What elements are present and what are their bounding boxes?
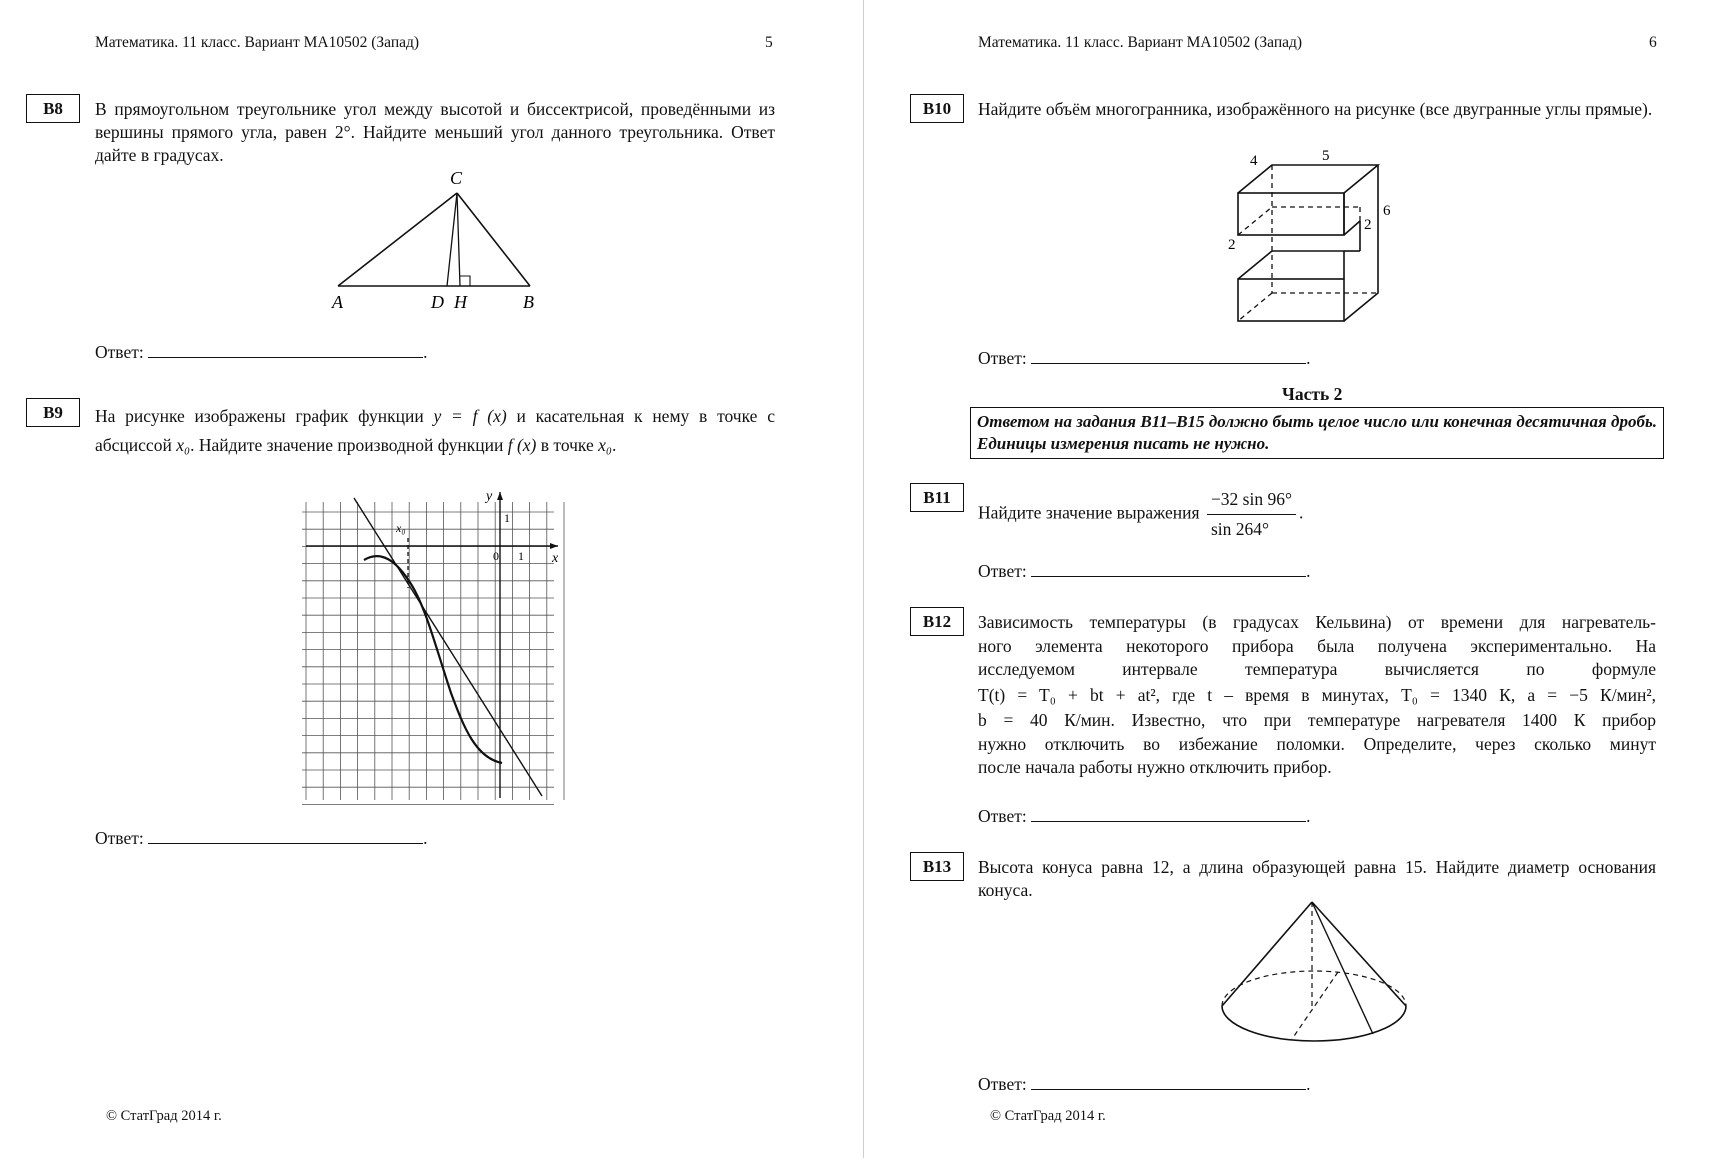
answer-line[interactable] [1031,806,1306,822]
part2-note: Ответом на задания B11–B15 должно быть целое число или конечная десятичная дробь. Единицы измерения писать не нужно. [970,407,1664,459]
b9-text-part: . Найдите значение производной функции [190,435,504,455]
answer-line[interactable] [148,828,423,844]
answer-label: Ответ: [978,561,1027,581]
point-b-label: B [523,292,534,312]
hidden-diagonal-edge [1238,293,1272,321]
answer-b10: Ответ: . [978,348,1311,368]
cone-base-front [1222,1006,1406,1041]
b9-text-part: На рисунке изображены график функции [95,406,424,426]
dim-top-label: 5 [1322,148,1330,164]
point-d-label: D [431,292,444,312]
task-label-b12: B12 [910,607,964,636]
task-text-b10: Найдите объём многогранника, изображённого на рисунке (все двугранные углы прямые). [978,99,1653,119]
b12-line: ного элемента некоторого прибора была получена экспериментально. На [978,635,1656,656]
x-unit-label: 1 [518,549,524,563]
task-text-b8: В прямоугольном треугольнике угол между высотой и биссектрисой, проведёнными из вершины прямого угла, равен 2°. Найдите меньший угол данного треугольника. Ответ дайте в градусах. [95,99,775,165]
part2-title: Часть 2 [1282,384,1343,404]
answer-label: Ответ: [978,348,1027,368]
b9-text-part: . [612,435,617,455]
b9-text-part: и касательная к нему в точке с абсциссой [95,406,775,455]
answer-b9: Ответ: . [95,828,428,848]
answer-b12: Ответ: . [978,806,1311,826]
fraction-denominator: sin 264° [1210,519,1269,539]
x-axis-arrow [550,543,558,549]
b11-fraction [1207,488,1296,541]
cone-diameter [1292,972,1338,1039]
task-text-b13: Высота конуса равна 12, а длина образующей равна 15. Найдите диаметр основания конуса. [978,857,1656,900]
answer-line[interactable] [1031,561,1306,577]
answer-label: Ответ: [95,828,144,848]
tangent-line [354,498,542,796]
task-label-b9: B9 [26,398,80,427]
altitude-ch [457,193,460,286]
b11-end: . [1298,502,1304,523]
bottom-block-front [1238,279,1344,321]
triangle-side-cb [457,193,530,286]
dim-inner-right-label: 2 [1364,217,1372,233]
hidden-inner-diagonal [1238,207,1272,235]
answer-b8: Ответ: . [95,342,428,362]
b12-line: нужно отключить во избежание поломки. Определите, через сколько минут [978,733,1656,754]
x0-label: x₀ [396,521,406,535]
function-graph [296,488,566,804]
point-a-label: A [332,292,343,312]
answer-line[interactable] [1031,348,1306,364]
b12-line: после начала работы нужно отключить прибор. [978,757,1332,777]
cone-generatrix-right [1312,902,1406,1006]
polyhedron-figure [1228,148,1391,330]
graph-grid [302,502,564,804]
fraction-numerator: −32 sin 96° [1207,488,1296,515]
symbol-x0: x₀ [176,435,191,455]
dim-right-label: 6 [1383,203,1391,219]
y-unit-label: 1 [504,511,510,525]
page-footer: © СтатГрад 2014 г. [990,1108,1106,1124]
page-header: Математика. 11 класс. Вариант МА10502 (Запад) [95,34,420,51]
point-c-label: C [450,168,463,188]
dim-left-top-label: 4 [1250,153,1258,169]
x-axis-label: x [552,551,559,566]
page-right [866,0,1710,1158]
answer-label: Ответ: [978,1074,1027,1094]
page-footer: © СтатГрад 2014 г. [106,1108,222,1124]
task-label-b8: B8 [26,94,80,123]
origin-label: 0 [493,549,499,563]
triangle-figure [320,160,560,320]
b9-text-part: в точке [540,435,594,455]
y-axis-arrow [497,492,503,500]
task-label-b11: B11 [910,483,964,512]
cone-figure [1208,898,1408,1058]
b12-line: T(t) = T₀ + bt + at², где t – время в минутах, T₀ = 1340 К, a = −5 К/мин², [978,684,1656,705]
top-face [1238,165,1378,193]
answer-label: Ответ: [95,342,144,362]
task-label-b10: B10 [910,94,964,123]
answer-label: Ответ: [978,806,1027,826]
bottom-top-edge-left [1238,251,1272,279]
task-text-b11 [978,488,1656,541]
answer-b13: Ответ: . [978,1074,1311,1094]
formula-y-fx: y = f (x) [433,406,507,426]
b12-line: исследуемом интервале температура вычисляется по формуле [978,659,1656,679]
page-number: 5 [765,34,773,51]
top-block-front [1238,193,1344,235]
b12-line: b = 40 К/мин. Известно, что при температуре нагревателя 1400 К прибор [978,710,1656,730]
cone-generatrix-front [1312,902,1373,1034]
symbol-x0: x₀ [598,435,612,455]
formula-fx: f (x) [507,435,537,455]
dim-inner-left-label: 2 [1228,237,1236,253]
bisector-cd [447,193,457,286]
cone-generatrix-left [1222,902,1312,1006]
task-text-b12 [978,611,1656,780]
top-inner-edge [1344,221,1360,235]
answer-b11: Ответ: . [978,561,1311,581]
answer-line[interactable] [1031,1074,1306,1090]
task-label-b13: B13 [910,852,964,881]
point-h-label: H [454,292,467,312]
b12-line: Зависимость температуры (в градусах Кельвина) от времени для нагреватель- [978,612,1656,632]
b11-text: Найдите значение выражения [978,502,1200,523]
page-header: Математика. 11 класс. Вариант МА10502 (Запад) [978,34,1303,51]
function-curve [364,556,502,763]
right-angle-mark [460,276,470,286]
page-number: 6 [1649,34,1657,51]
triangle-side-ac [338,193,457,286]
y-axis-label: y [486,489,493,504]
task-text-b9 [95,402,775,460]
answer-line[interactable] [148,342,423,358]
